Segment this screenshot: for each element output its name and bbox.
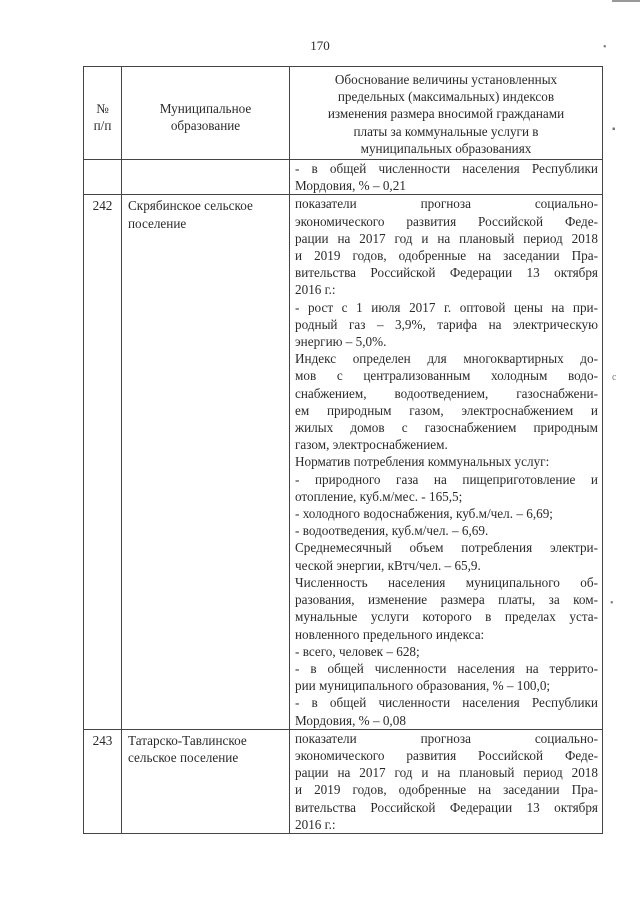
justification-line: снабжением, водоотведением, газоснабжени- — [295, 385, 598, 401]
justification-line: экономического развития Российской Феде- — [295, 747, 598, 763]
justification-line: - всего, человек – 628; — [295, 643, 420, 659]
justification-line: Среднемесячный объем потребления электри- — [295, 540, 598, 556]
justification-line: Индекс определен для многоквартирных до- — [295, 351, 598, 367]
row-justification-text — [290, 729, 603, 833]
municipality-line: сельское поселение — [128, 749, 239, 765]
table-row — [84, 195, 603, 729]
row-number-cell — [84, 160, 122, 195]
header-number-line2: п/п — [93, 118, 112, 133]
header-justification-line: муниципальных образованиях — [360, 140, 532, 156]
header-justification-line: платы за коммунальные услуги в — [353, 123, 539, 139]
justification-line: Численность населения муниципального об- — [295, 574, 598, 590]
scan-speck: ▪ — [612, 124, 616, 135]
header-justification-line: Обоснование величины установленных — [334, 72, 558, 87]
justification-line: - в общей численности населения на террито- — [295, 660, 598, 676]
justification-line: - холодного водоснабжения, куб.м/чел. – 6,69; — [295, 506, 553, 522]
table-header-row — [84, 67, 603, 160]
header-justification — [290, 67, 603, 160]
justification-line: вительства Российской Федерации 13 октября — [295, 799, 598, 815]
row-number: 242 — [84, 195, 122, 729]
justification-line: ем природным газом, электроснабжением и — [295, 402, 598, 418]
justification-line: экономического развития Российской Феде- — [295, 213, 598, 229]
justification-line: - рост с 1 июля 2017 г. оптовой цены на при- — [295, 299, 598, 315]
continuation-text — [290, 160, 603, 195]
header-municipality-line2: образование — [170, 118, 241, 133]
continuation-line: Мордовия, % – 0,21 — [295, 178, 406, 194]
justification-line: и 2019 годов, одобренные на заседании Пра- — [295, 248, 598, 264]
scan-speck: • — [610, 598, 614, 609]
justification-line: - природного газа на пищеприготовление и — [295, 471, 598, 487]
justification-line: мов с централизованным холодным водо- — [295, 368, 598, 384]
justification-line: рации на 2017 год и на плановый период 2018 — [295, 765, 598, 781]
justification-line: Мордовия, % – 0,08 — [295, 712, 406, 728]
justification-line: газом, электроснабжением. — [295, 437, 448, 453]
justification-line: мунальные услуги которого в пределах уста- — [295, 609, 598, 625]
scan-edge-line — [612, 0, 640, 2]
justification-line: ческой энергии, кВтч/чел. – 65,9. — [295, 557, 481, 573]
justification-line: вительства Российской Федерации 13 октября — [295, 265, 598, 281]
justification-line: и 2019 годов, одобренные на заседании Пра- — [295, 782, 598, 798]
justification-line: разования, изменение размера платы, за ком- — [295, 592, 598, 608]
justification-line: 2016 г.: — [295, 282, 336, 298]
table-row-continuation — [84, 160, 603, 195]
justification-line: рии муниципального образования, % – 100,0; — [295, 678, 551, 694]
municipality-line: поселение — [128, 215, 187, 231]
justification-line: новленного предельного индекса: — [295, 626, 485, 642]
municipality-line: Скрябинское сельское — [128, 198, 253, 214]
row-municipality — [122, 729, 290, 833]
page-number: 170 — [310, 38, 330, 53]
justification-line: энергию – 5,0%. — [295, 334, 387, 350]
municipal-index-table — [83, 66, 603, 834]
header-municipality-line1: Муниципальное — [159, 100, 252, 116]
justification-line: показатели прогноза социально- — [295, 196, 598, 212]
justification-line: рации на 2017 год и на плановый период 2018 — [295, 230, 598, 246]
justification-line: - в общей численности населения Республики — [295, 695, 598, 711]
row-number: 243 — [84, 729, 122, 833]
justification-line: родный газ – 3,9%, тарифа на электрическую — [295, 316, 598, 332]
justification-line: 2016 г.: — [295, 816, 336, 832]
justification-line: жилых домов с газоснабжением природным — [295, 420, 598, 436]
header-justification-line: изменения размера вносимой гражданами — [327, 106, 565, 122]
scan-speck: • — [603, 42, 607, 53]
municipality-line: Татарско-Тавлинское — [128, 732, 247, 748]
scan-speck: c — [612, 372, 617, 383]
table-row — [84, 729, 603, 833]
row-municipality-cell — [122, 160, 290, 195]
continuation-line: - в общей численности населения Республики — [295, 161, 598, 177]
justification-line: Норматив потребления коммунальных услуг: — [295, 454, 550, 470]
row-municipality — [122, 195, 290, 729]
justification-line: отопление, куб.м/мес. - 165,5; — [295, 488, 463, 504]
header-justification-line: предельных (максимальных) индексов — [337, 89, 555, 105]
header-municipality — [122, 67, 290, 160]
header-number-line1: № — [96, 100, 109, 116]
justification-line: показатели прогноза социально- — [295, 730, 598, 746]
header-number — [84, 67, 122, 160]
justification-line: - водоотведения, куб.м/чел. – 6,69. — [295, 523, 489, 539]
row-justification-text — [290, 195, 603, 729]
